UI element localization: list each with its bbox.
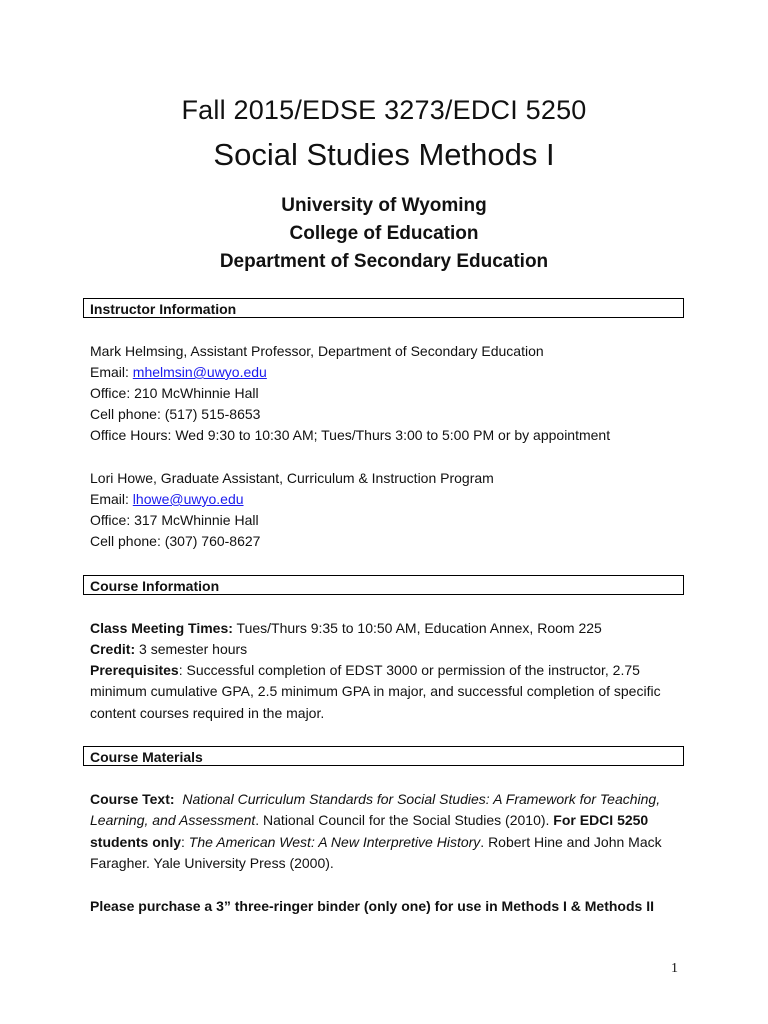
edci-book-rest: . Robert Hine and John Mack Faragher. Yale University Press (2000). — [90, 833, 662, 871]
instructor1-email-label: Email: — [90, 364, 133, 380]
edci-separator: : — [181, 833, 189, 850]
instructor2-email-link[interactable]: lhowe@uwyo.edu — [132, 491, 244, 507]
edci-book-title: The American West: A New Interpretive History — [188, 833, 481, 850]
instructor2-email-label: Email: — [90, 491, 133, 507]
meeting-times — [90, 618, 602, 639]
prerequisites-value: : Successful completion of EDST 3000 or permission of the instructor, 2.75 minimum cumulative GPA, 2.5 minimum GPA in major, and successful completion of specific content courses required in the major. — [90, 662, 661, 721]
course-line: Fall 2015/EDSE 3273/EDCI 5250 — [181, 95, 587, 125]
course-text-publisher: . National Council for the Social Studies (2010). — [255, 812, 554, 829]
prerequisites-label: Prerequisites — [90, 662, 179, 678]
course-title: Social Studies Methods I — [213, 137, 555, 172]
edci-label: For EDCI 5250 students only — [90, 812, 649, 850]
instructor2-name: Lori Howe, Graduate Assistant, Curriculum & Instruction Program — [90, 470, 494, 486]
department-name: Department of Secondary Education — [219, 251, 549, 272]
binder-note: Please purchase a 3” three-ringer binder (only one) for use in Methods I & Methods II — [90, 898, 654, 914]
college-name: College of Education — [289, 223, 479, 244]
instructor1-office: Office: 210 McWhinnie Hall — [90, 385, 259, 401]
instructor2-cell: Cell phone: (307) 760-8627 — [90, 533, 261, 549]
meeting-times-value: Tues/Thurs 9:35 to 10:50 AM, Education Annex, Room 225 — [232, 620, 602, 636]
instructor1-email-line — [90, 362, 267, 383]
instructor1-hours: Office Hours: Wed 9:30 to 10:30 AM; Tues/Thurs 3:00 to 5:00 PM or by appointment — [90, 427, 611, 443]
credit-label: Credit: — [90, 641, 136, 657]
course-info-heading: Course Information — [83, 575, 684, 595]
credit — [90, 639, 247, 660]
course-text-title: National Curriculum Standards for Social Studies: A Framework for Teaching, Learning, and Assessment — [90, 791, 661, 829]
instructor1-email-link[interactable]: mhelmsin@uwyo.edu — [132, 364, 267, 380]
prerequisites — [90, 660, 690, 724]
page-number: 1 — [671, 961, 678, 976]
course-materials-heading: Course Materials — [83, 746, 684, 766]
course-text-paragraph — [90, 789, 690, 874]
meeting-times-label: Class Meeting Times: — [90, 620, 233, 636]
credit-value: 3 semester hours — [135, 641, 248, 657]
instructor1-cell: Cell phone: (517) 515-8653 — [90, 406, 261, 422]
course-text-label: Course Text: — [90, 791, 175, 807]
university-name: University of Wyoming — [281, 195, 487, 216]
instructor2-email-line — [90, 489, 244, 510]
instructor2-office: Office: 317 McWhinnie Hall — [90, 512, 259, 528]
instructor1-name: Mark Helmsing, Assistant Professor, Department of Secondary Education — [90, 343, 544, 359]
instructor-info-heading: Instructor Information — [83, 298, 684, 318]
